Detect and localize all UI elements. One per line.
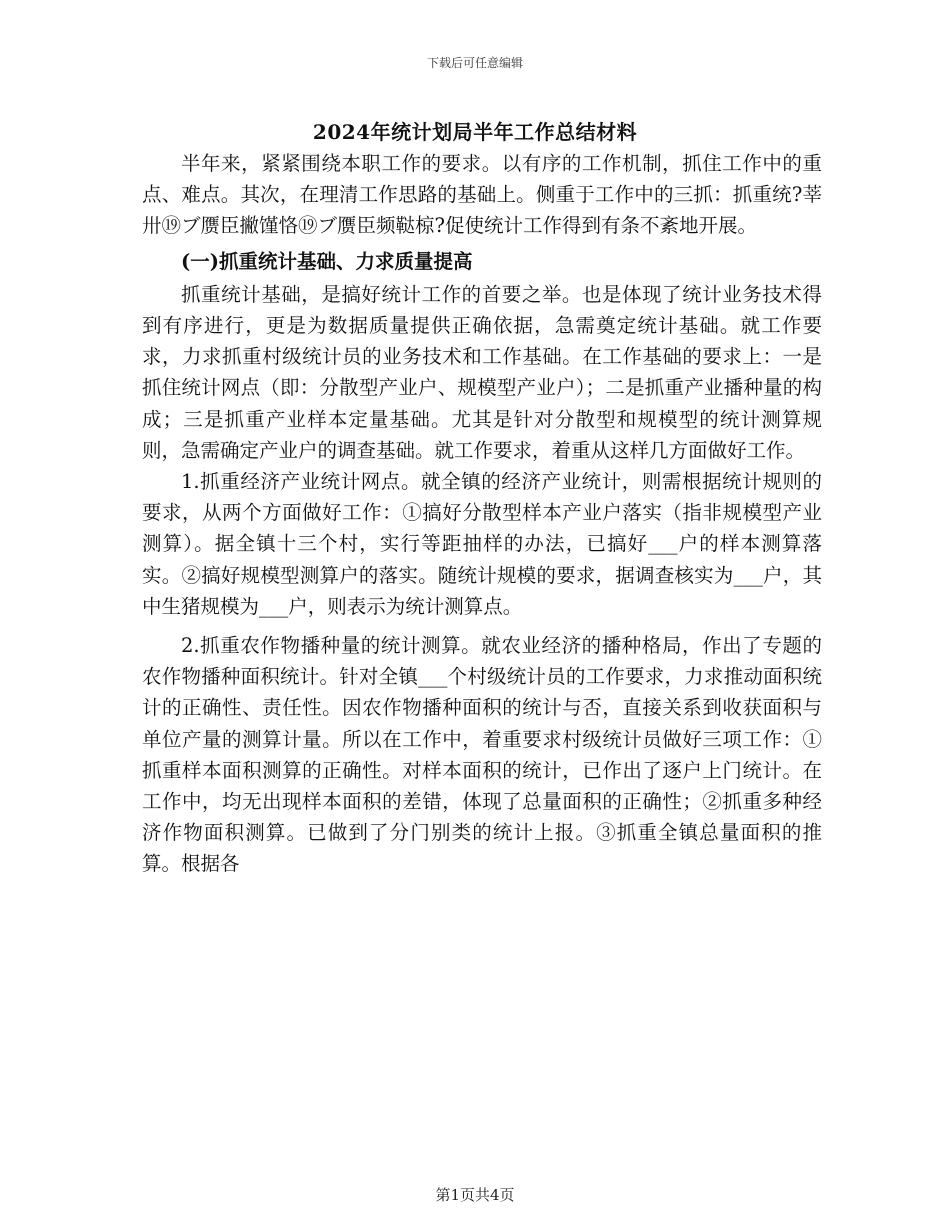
document-body	[142, 148, 822, 880]
paragraph-item-1: 1.抓重经济产业统计网点。就全镇的经济产业统计，则需根据统计规则的要求，从两个方面做好工作：①搞好分散型样本产业户落实（指非规模型产业测算）。据全镇十三个村，实行等距抽样的办法，已搞好___户的样本测算落实。②搞好规模型测算户的落实。随统计规模的要求，据调查核实为___户，其中生猪规模为___户，则表示为统计测算点。	[142, 470, 822, 618]
paragraph-statistics-basis: 抓重统计基础，是搞好统计工作的首要之举。也是体现了统计业务技术得到有序进行，更是为数据质量提供正确依据，急需奠定统计基础。就工作要求，力求抓重村级统计员的业务技术和工作基础。在工作基础的要求上：一是抓住统计网点（即：分散型产业户、规模型产业户）；二是抓重产业播种量的构成；三是抓重产业样本定量基础。尤其是针对分散型和规模型的统计测算规则，急需确定产业户的调查基础。就工作要求，着重从这样几方面做好工作。	[142, 282, 822, 462]
document-title: 2024年统计划局半年工作总结材料	[312, 120, 638, 144]
section-heading: (一)抓重统计基础、力求质量提高	[181, 249, 473, 273]
page-footer: 第1页共4页	[435, 1186, 515, 1204]
header-note: 下载后可任意编辑	[426, 56, 523, 70]
paragraph-intro: 半年来，紧紧围绕本职工作的要求。以有序的工作机制，抓住工作中的重点、难点。其次，在理清工作思路的基础上。侧重于工作中的三抓：抓重统?莘卅⑲ブ赝臣撇馑恪⑲ブ赝臣频鞑椋?促使统计工作得到有条不紊地开展。	[142, 152, 822, 238]
paragraph-item-2: 2.抓重农作物播种量的统计测算。就农业经济的播种格局，作出了专题的农作物播种面积统计。针对全镇___个村级统计员的工作要求，力求推动面积统计的正确性、责任性。因农作物播种面积的统计与否，直接关系到收获面积与单位产量的测算计量。所以在工作中，着重要求村级统计员做好三项工作：①抓重样本面积测算的正确性。对样本面积的统计，已作出了逐户上门统计。在工作中，均无出现样本面积的差错，体现了总量面积的正确性；②抓重多种经济作物面积测算。已做到了分门别类的统计上报。③抓重全镇总量面积的推算。根据各	[142, 634, 822, 876]
